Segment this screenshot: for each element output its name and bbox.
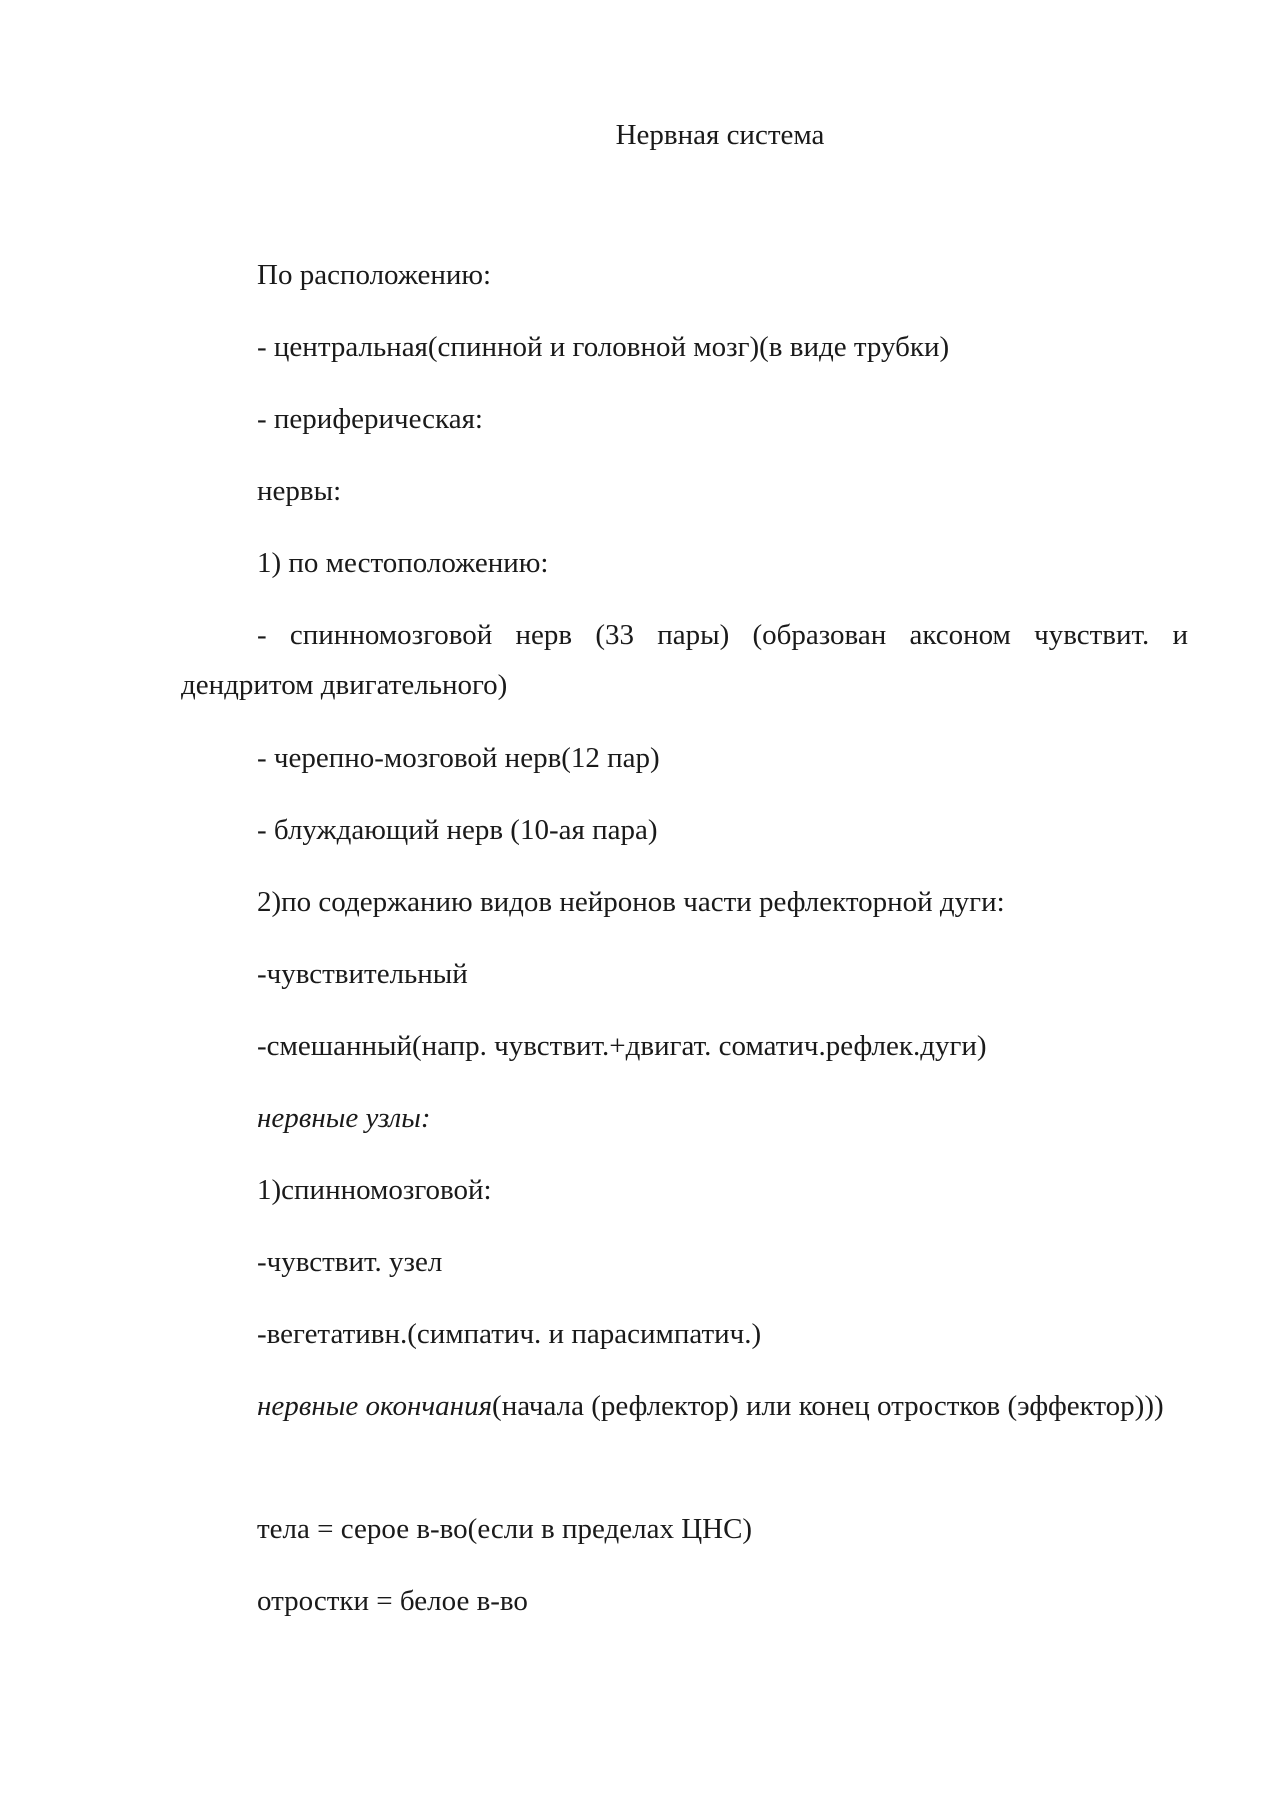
text-line-nerves: нервы: [257,475,342,507]
text-line-location: По расположению: [257,259,492,291]
document-title: Нервная система [615,119,825,151]
nerve-endings-rest: (начала (рефлектор) или конец отростков (эффектор))) [492,1390,1164,1422]
text-line-spinal-ganglion: 1)спинномозговой: [257,1174,492,1206]
text-line-sensory-ganglion: -чувствит. узел [257,1246,443,1278]
text-line-central: - центральная(спинной и головной мозг)(в виде трубки) [257,331,950,363]
text-line-nerve-ganglia: нервные узлы: [257,1102,431,1134]
text-line-gray-matter: тела = серое в-во(если в пределах ЦНС) [257,1513,753,1545]
nerve-endings-term: нервные окончания [257,1390,493,1422]
text-paragraph-spinal-nerve: - спинномозговой нерв (33 пары) (образован аксоном чувствит. и дендритом двигательного) [181,619,1188,701]
text-line-mixed: -смешанный(напр. чувствит.+двигат. соматич.рефлек.дуги) [257,1030,987,1062]
text-line-by-neuron-types: 2)по содержанию видов нейронов части рефлекторной дуги: [257,886,1005,918]
text-line-peripheral: - периферическая: [257,403,483,435]
text-line-vagus-nerve: - блуждающий нерв (10-ая пара) [257,814,658,846]
text-paragraph-nerve-endings [181,1381,1188,1431]
text-line-white-matter: отростки = белое в-во [257,1585,528,1617]
text-line-sensory: -чувствительный [257,958,468,990]
text-line-vegetative: -вегетативн.(симпатич. и парасимпатич.) [257,1318,762,1350]
text-line-cranial-nerve: - черепно-мозговой нерв(12 пар) [257,742,660,774]
text-line-by-position: 1) по местоположению: [257,547,549,579]
